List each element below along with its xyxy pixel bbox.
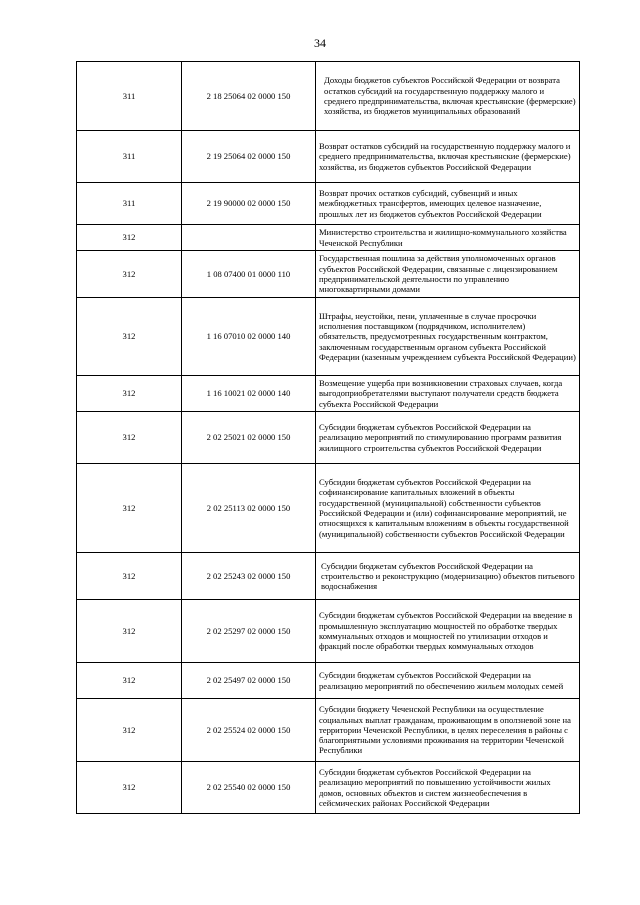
admin-code-cell: 312 [77,762,182,814]
revenue-name-text: Субсидии бюджетам субъектов Российской Федерации на реализацию мероприятий по стимулированию программ развития жилищного строительства субъектов Российской Федерации [319,422,562,453]
revenue-name-text: Министерство строительства и жилищно-коммунального хозяйства Чеченской Республики [319,227,567,248]
admin-code-cell: 312 [77,699,182,762]
admin-code-cell: 312 [77,251,182,298]
table-row [77,131,580,183]
admin-code-cell: 312 [77,412,182,464]
admin-code-cell: 311 [77,131,182,183]
table-row [77,298,580,376]
table-row [77,464,580,553]
budget-code-cell: 2 18 25064 02 0000 150 [182,62,316,131]
revenue-name-cell [316,62,580,131]
revenue-name-cell [316,553,580,600]
table-row [77,62,580,131]
revenue-name-cell [316,699,580,762]
table-row [77,762,580,814]
budget-code-cell: 2 19 25064 02 0000 150 [182,131,316,183]
budget-code-cell: 2 02 25243 02 0000 150 [182,553,316,600]
revenue-name-cell [316,762,580,814]
table-row [77,376,580,412]
admin-code-cell: 312 [77,600,182,663]
revenue-name-cell [316,376,580,412]
budget-code-cell [182,225,316,251]
revenue-name-cell [316,251,580,298]
admin-code-cell: 312 [77,464,182,553]
revenue-name-cell [316,225,580,251]
revenue-name-cell [316,183,580,225]
table-row [77,225,580,251]
table-row [77,600,580,663]
admin-code-cell: 312 [77,553,182,600]
table-row [77,663,580,699]
revenue-name-text: Доходы бюджетов субъектов Российской Федерации от возврата остатков субсидий на государственную поддержку малого и среднего предпринимательства, включая крестьянские (фермерские) хозяйства, из бюджетов муниципальных образований [324,75,576,117]
budget-code-cell: 2 02 25297 02 0000 150 [182,600,316,663]
revenue-name-cell [316,600,580,663]
revenue-name-text: Возврат остатков субсидий на государственную поддержку малого и среднего предпринимательства, включая крестьянские (фермерские) хозяйства, из бюджетов субъектов Российской Федерации [319,141,571,172]
budget-code-cell: 2 02 25113 02 0000 150 [182,464,316,553]
admin-code-cell: 312 [77,663,182,699]
revenue-name-cell [316,412,580,464]
budget-code-cell: 1 16 07010 02 0000 140 [182,298,316,376]
budget-code-cell: 2 02 25524 02 0000 150 [182,699,316,762]
revenue-name-text: Возмещение ущерба при возникновении страховых случаев, когда выгодоприобретателями выступают получатели средств бюджета субъекта Российской Федерации [319,378,563,409]
budget-code-cell: 2 02 25540 02 0000 150 [182,762,316,814]
table-row [77,412,580,464]
table-row [77,183,580,225]
revenue-name-text: Субсидии бюджету Чеченской Республики на осуществление социальных выплат гражданам, проживающим в оползневой зоне на территории Чеченской Республики, в целях переселения в районы с благоприятными условиями проживания на территории Чеченской Республики [319,704,571,756]
revenue-codes-table [76,61,580,814]
revenue-name-text: Государственная пошлина за действия уполномоченных органов субъектов Российской Федерации, связанные с лицензированием предпринимательской деятельности по управлению многоквартирными домами [319,253,558,295]
revenue-name-text: Возврат прочих остатков субсидий, субвенций и иных межбюджетных трансфертов, имеющих целевое назначение, прошлых лет из бюджетов субъектов Российской Федерации [319,188,542,219]
admin-code-cell: 312 [77,298,182,376]
revenue-name-text: Субсидии бюджетам субъектов Российской Федерации на реализацию мероприятий по обеспечению жильем молодых семей [319,670,564,691]
revenue-name-text: Субсидии бюджетам субъектов Российской Федерации на софинансирование капитальных вложений в объекты государственной (муниципальной) собственности субъектов Российской Федерации и (или) софинансирование мероприятий, не относящихся к капитальным вложениям в объекты государственной (муниципальной) собственности субъектов Российской Федерации [319,477,569,539]
budget-code-cell: 2 02 25021 02 0000 150 [182,412,316,464]
admin-code-cell: 311 [77,62,182,131]
revenue-name-text: Субсидии бюджетам субъектов Российской Федерации на реализацию мероприятий по повышению устойчивости жилых домов, основных объектов и систем жизнеобеспечения в сейсмических районах Российской Федерации [319,766,551,808]
revenue-name-text: Субсидии бюджетам субъектов Российской Федерации на строительство и реконструкцию (модернизацию) объектов питьевого водоснабжения [321,560,575,592]
admin-code-cell: 311 [77,183,182,225]
revenue-name-cell [316,663,580,699]
admin-code-cell: 312 [77,225,182,251]
revenue-name-cell [316,298,580,376]
table-row [77,553,580,600]
budget-code-cell: 2 19 90000 02 0000 150 [182,183,316,225]
table-row [77,699,580,762]
table-row [77,251,580,298]
admin-code-cell: 312 [77,376,182,412]
budget-code-cell: 1 08 07400 01 0000 110 [182,251,316,298]
budget-code-cell: 1 16 10021 02 0000 140 [182,376,316,412]
revenue-name-text: Субсидии бюджетам субъектов Российской Федерации на введение в промышленную эксплуатацию мощностей по обработке твердых коммунальных отходов и мощностей по утилизации отходов и фракций после обработки твердых коммунальных отходов [319,610,573,652]
revenue-name-cell [316,131,580,183]
revenue-name-cell [316,464,580,553]
page-number: 34 [314,36,326,50]
budget-code-cell: 2 02 25497 02 0000 150 [182,663,316,699]
revenue-name-text: Штрафы, неустойки, пени, уплаченные в случае просрочки исполнения поставщиком (подрядчиком, исполнителем) обязательств, предусмотренных государственным контрактом, заключенным государственным органом субъекта Российской Федерации (казенным учреждением субъекта Российской Федерации) [319,310,576,362]
